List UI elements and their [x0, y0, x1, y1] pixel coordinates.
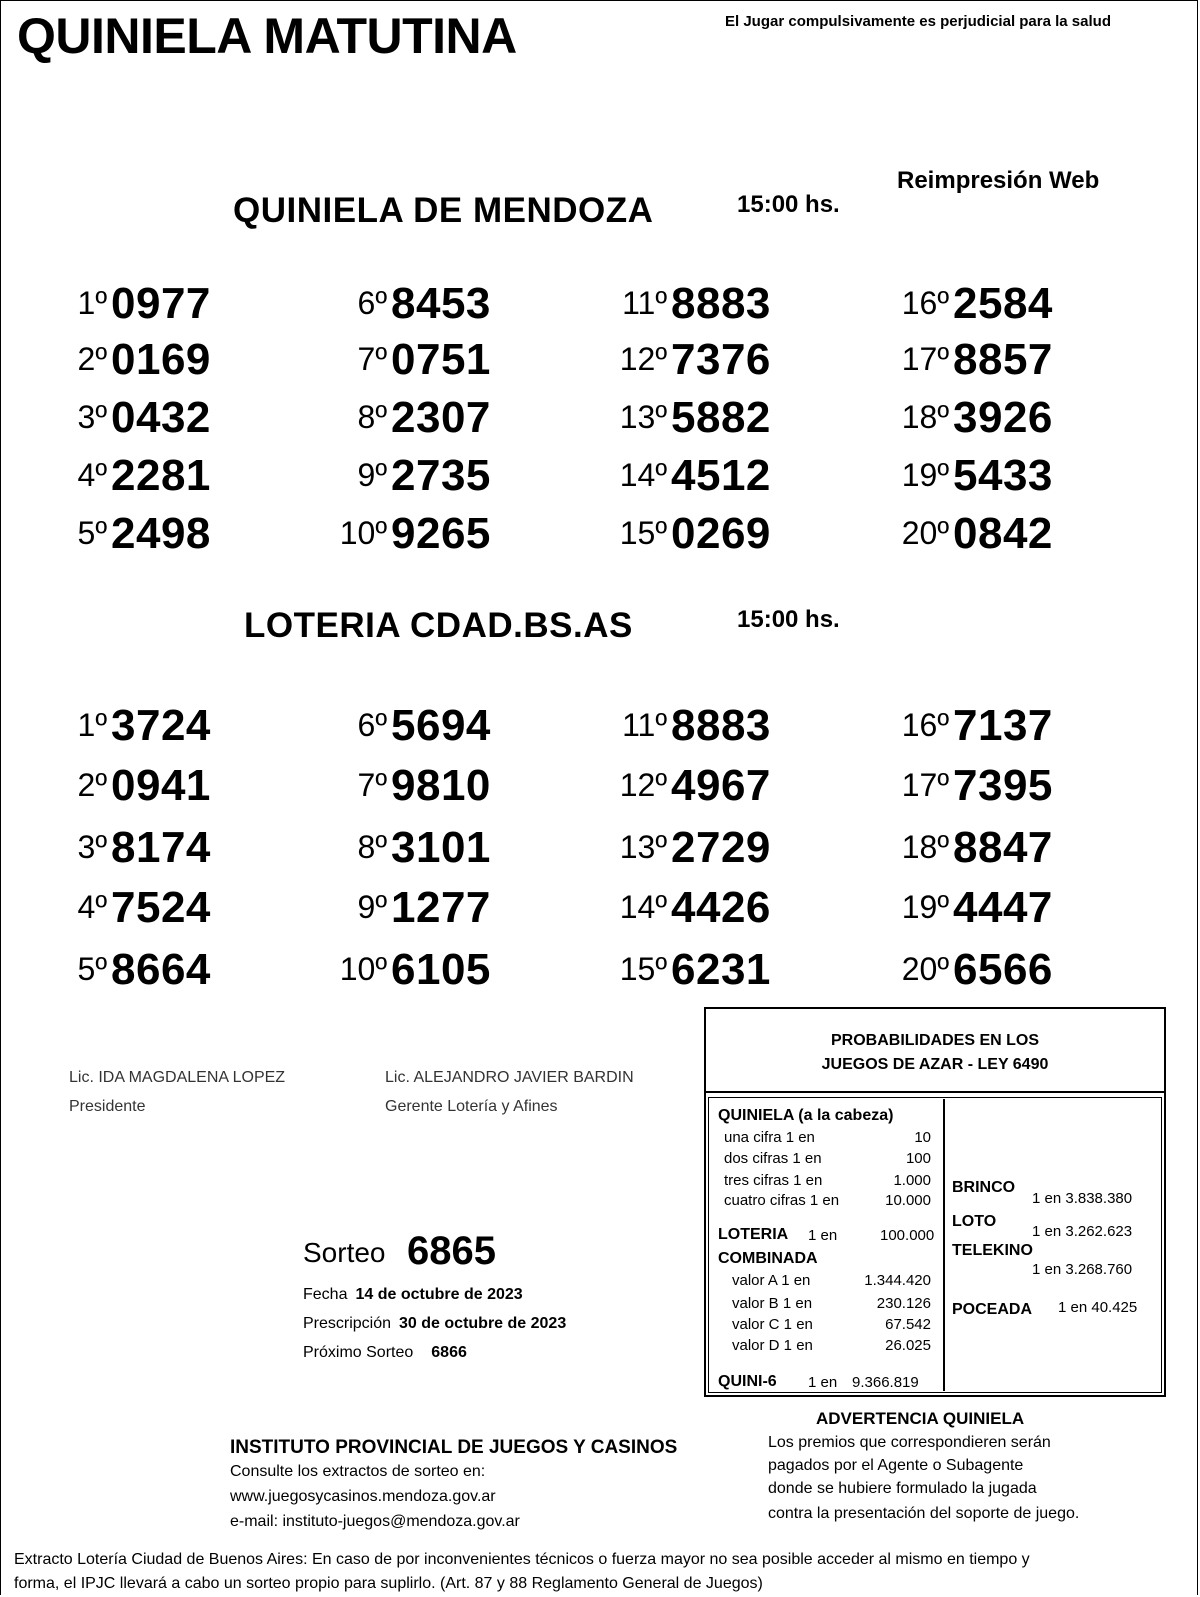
- result-number: 0432: [111, 393, 211, 442]
- result-number: 0977: [111, 279, 211, 328]
- result-number: 7137: [953, 701, 1053, 750]
- signature-role-president: Presidente: [69, 1098, 146, 1115]
- quiniela-prob-row-label: dos cifras 1 en: [724, 1150, 822, 1167]
- institute-title: INSTITUTO PROVINCIAL DE JUEGOS Y CASINOS: [230, 1437, 678, 1458]
- quini6-prob-label: QUINI-6: [718, 1373, 777, 1390]
- result-number: 3926: [953, 393, 1053, 442]
- result-number: 0751: [391, 335, 491, 384]
- result-number: 8883: [671, 701, 771, 750]
- result-number: 8664: [111, 945, 211, 994]
- result-position: 7º: [357, 767, 387, 803]
- result-position: 20º: [901, 515, 949, 551]
- combinada-prob-title: COMBINADA: [718, 1250, 818, 1267]
- prescripcion-label: Prescripción: [303, 1315, 392, 1332]
- brinco-prob-value: 1 en 3.838.380: [1032, 1190, 1133, 1207]
- sorteo-label: Sorteo: [303, 1237, 386, 1268]
- result-number: 9810: [391, 761, 491, 810]
- result-number: 0842: [953, 509, 1053, 558]
- result-position: 10º: [339, 515, 387, 551]
- result-position: 5º: [77, 515, 107, 551]
- prescripcion-row: [303, 1315, 566, 1333]
- result-number: 5694: [391, 701, 491, 750]
- probabilities-box: [704, 1007, 1166, 1397]
- result-number: 4447: [953, 883, 1053, 932]
- combinada-prob-row-value: 67.542: [885, 1316, 931, 1333]
- result-position: 16º: [901, 285, 949, 321]
- footer-line-1: Extracto Lotería Ciudad de Buenos Aires: En caso de por inconvenientes técnicos o fuerza mayor no sea posible acceder al mismo en tiempo y: [14, 1551, 1030, 1568]
- institute-line-1: Consulte los extractos de sorteo en:: [230, 1463, 486, 1480]
- result-number: 4967: [671, 761, 771, 810]
- poceada-prob-value: 1 en 40.425: [1058, 1299, 1138, 1316]
- combinada-prob-row-value: 1.344.420: [864, 1272, 931, 1289]
- fecha-value: 14 de octubre de 2023: [355, 1286, 523, 1303]
- result-position: 5º: [77, 951, 107, 987]
- result-number: 2281: [111, 451, 211, 500]
- result-position: 11º: [622, 285, 667, 321]
- advertencia-line-3: donde se hubiere formulado la jugada: [768, 1480, 1037, 1497]
- proximo-label: Próximo Sorteo: [303, 1344, 414, 1361]
- loteria-prob-text: 1 en: [808, 1227, 838, 1244]
- result-position: 13º: [619, 399, 667, 435]
- result-position: 7º: [357, 341, 387, 377]
- advertencia-line-2: pagados por el Agente o Subagente: [768, 1457, 1024, 1474]
- result-number: 3101: [391, 823, 491, 872]
- result-number: 2735: [391, 451, 491, 500]
- loto-prob-value: 1 en 3.262.623: [1032, 1223, 1133, 1240]
- combinada-prob-row-label: valor D 1 en: [732, 1337, 813, 1354]
- combinada-prob-row-value: 26.025: [885, 1337, 931, 1354]
- result-number: 0941: [111, 761, 211, 810]
- loteria-prob-value: 100.000: [880, 1227, 935, 1244]
- sorteo-number: 6865: [407, 1229, 496, 1273]
- result-position: 12º: [619, 341, 667, 377]
- result-number: 1277: [391, 883, 491, 932]
- result-position: 20º: [901, 951, 949, 987]
- quiniela-prob-row-value: 10: [914, 1129, 931, 1146]
- result-position: 1º: [77, 285, 107, 321]
- result-number: 5433: [953, 451, 1053, 500]
- combinada-prob-row-label: valor A 1 en: [732, 1272, 811, 1289]
- telekino-prob-value: 1 en 3.268.760: [1032, 1261, 1133, 1278]
- brinco-prob-label: BRINCO: [952, 1179, 1016, 1196]
- result-number: 9265: [391, 509, 491, 558]
- institute-email: e-mail: instituto-juegos@mendoza.gov.ar: [230, 1513, 520, 1530]
- result-position: 6º: [357, 285, 387, 321]
- result-number: 2729: [671, 823, 771, 872]
- result-position: 17º: [901, 341, 949, 377]
- prescripcion-value: 30 de octubre de 2023: [399, 1315, 567, 1332]
- result-number: 8453: [391, 279, 491, 328]
- result-number: 6231: [671, 945, 771, 994]
- result-position: 3º: [77, 829, 107, 865]
- signature-role-manager: Gerente Lotería y Afines: [385, 1098, 558, 1115]
- result-position: 12º: [619, 767, 667, 803]
- result-number: 6105: [391, 945, 491, 994]
- probabilities-header-line2: JUEGOS DE AZAR - LEY 6490: [821, 1056, 1049, 1073]
- result-position: 16º: [901, 707, 949, 743]
- quini6-prob-text: 1 en: [808, 1374, 838, 1391]
- result-position: 4º: [77, 457, 107, 493]
- quiniela-prob-row-value: 100: [905, 1150, 931, 1167]
- result-position: 8º: [357, 829, 387, 865]
- proximo-value: 6866: [431, 1344, 467, 1361]
- advertencia-line-1: Los premios que correspondieren serán: [768, 1434, 1051, 1451]
- result-position: 17º: [901, 767, 949, 803]
- result-number: 7395: [953, 761, 1053, 810]
- loto-prob-label: LOTO: [952, 1213, 997, 1230]
- result-number: 8883: [671, 279, 771, 328]
- result-number: 8857: [953, 335, 1053, 384]
- result-number: 5882: [671, 393, 771, 442]
- quiniela-prob-title: QUINIELA (a la cabeza): [718, 1107, 894, 1124]
- telekino-prob-label: TELEKINO: [952, 1242, 1033, 1259]
- result-position: 11º: [622, 707, 667, 743]
- signature-name-president: Lic. IDA MAGDALENA LOPEZ: [69, 1069, 286, 1086]
- result-number: 2307: [391, 393, 491, 442]
- result-number: 2584: [953, 279, 1053, 328]
- result-position: 8º: [357, 399, 387, 435]
- probabilities-divider: [943, 1099, 945, 1391]
- result-position: 4º: [77, 889, 107, 925]
- combinada-prob-row-value: 230.126: [876, 1295, 931, 1312]
- quiniela-prob-row-label: tres cifras 1 en: [724, 1172, 823, 1189]
- result-position: 2º: [77, 341, 107, 377]
- fecha-row: [303, 1286, 523, 1304]
- footer-line-2: forma, el IPJC llevará a cabo un sorteo propio para suplirlo. (Art. 87 y 88 Reglamento General de Juegos): [14, 1575, 763, 1592]
- result-number: 2498: [111, 509, 211, 558]
- quini6-prob-value: 9.366.819: [852, 1374, 919, 1391]
- result-number: 0169: [111, 335, 211, 384]
- quiniela-prob-row-value: 10.000: [885, 1192, 931, 1209]
- signature-name-manager: Lic. ALEJANDRO JAVIER BARDIN: [385, 1069, 634, 1086]
- result-number: 0269: [671, 509, 771, 558]
- probabilities-header: [706, 1009, 1164, 1093]
- quiniela-prob-row-label: cuatro cifras 1 en: [724, 1192, 840, 1209]
- result-position: 14º: [619, 457, 667, 493]
- reprint-label: Reimpresión Web: [897, 167, 1100, 194]
- result-position: 14º: [619, 889, 667, 925]
- result-position: 10º: [339, 951, 387, 987]
- result-position: 19º: [901, 457, 949, 493]
- result-position: 15º: [619, 515, 667, 551]
- advertencia-line-4: contra la presentación del soporte de juego.: [768, 1505, 1080, 1522]
- result-number: 8847: [953, 823, 1053, 872]
- loteria-prob-label: LOTERIA: [718, 1226, 789, 1243]
- poceada-prob-label: POCEADA: [952, 1301, 1033, 1318]
- result-position: 9º: [357, 457, 387, 493]
- section-time-loteria: 15:00 hs.: [737, 606, 840, 633]
- result-position: 13º: [619, 829, 667, 865]
- result-position: 19º: [901, 889, 949, 925]
- quiniela-prob-row-label: una cifra 1 en: [724, 1129, 815, 1146]
- proximo-row: [303, 1344, 467, 1362]
- result-position: 15º: [619, 951, 667, 987]
- result-number: 4512: [671, 451, 771, 500]
- result-number: 3724: [111, 701, 211, 750]
- section-title-mendoza: QUINIELA DE MENDOZA: [233, 191, 654, 230]
- quiniela-prob-row-value: 1.000: [893, 1172, 931, 1189]
- section-time-mendoza: 15:00 hs.: [737, 191, 840, 218]
- result-number: 8174: [111, 823, 211, 872]
- result-position: 1º: [77, 707, 107, 743]
- result-position: 2º: [77, 767, 107, 803]
- result-position: 6º: [357, 707, 387, 743]
- main-title: QUINIELA MATUTINA: [17, 8, 517, 64]
- result-position: 18º: [901, 399, 949, 435]
- probabilities-header-line1: PROBABILIDADES EN LOS: [830, 1032, 1039, 1049]
- section-title-loteria: LOTERIA CDAD.BS.AS: [244, 606, 633, 645]
- result-number: 7376: [671, 335, 771, 384]
- advertencia-title: ADVERTENCIA QUINIELA: [816, 1409, 1025, 1428]
- result-position: 18º: [901, 829, 949, 865]
- result-number: 4426: [671, 883, 771, 932]
- combinada-prob-row-label: valor B 1 en: [732, 1295, 813, 1312]
- institute-website: www.juegosycasinos.mendoza.gov.ar: [230, 1488, 496, 1505]
- health-warning: El Jugar compulsivamente es perjudicial para la salud: [725, 13, 1111, 30]
- result-number: 7524: [111, 883, 211, 932]
- result-position: 9º: [357, 889, 387, 925]
- result-position: 3º: [77, 399, 107, 435]
- result-number: 6566: [953, 945, 1053, 994]
- fecha-label: Fecha: [303, 1286, 348, 1303]
- combinada-prob-row-label: valor C 1 en: [732, 1316, 813, 1333]
